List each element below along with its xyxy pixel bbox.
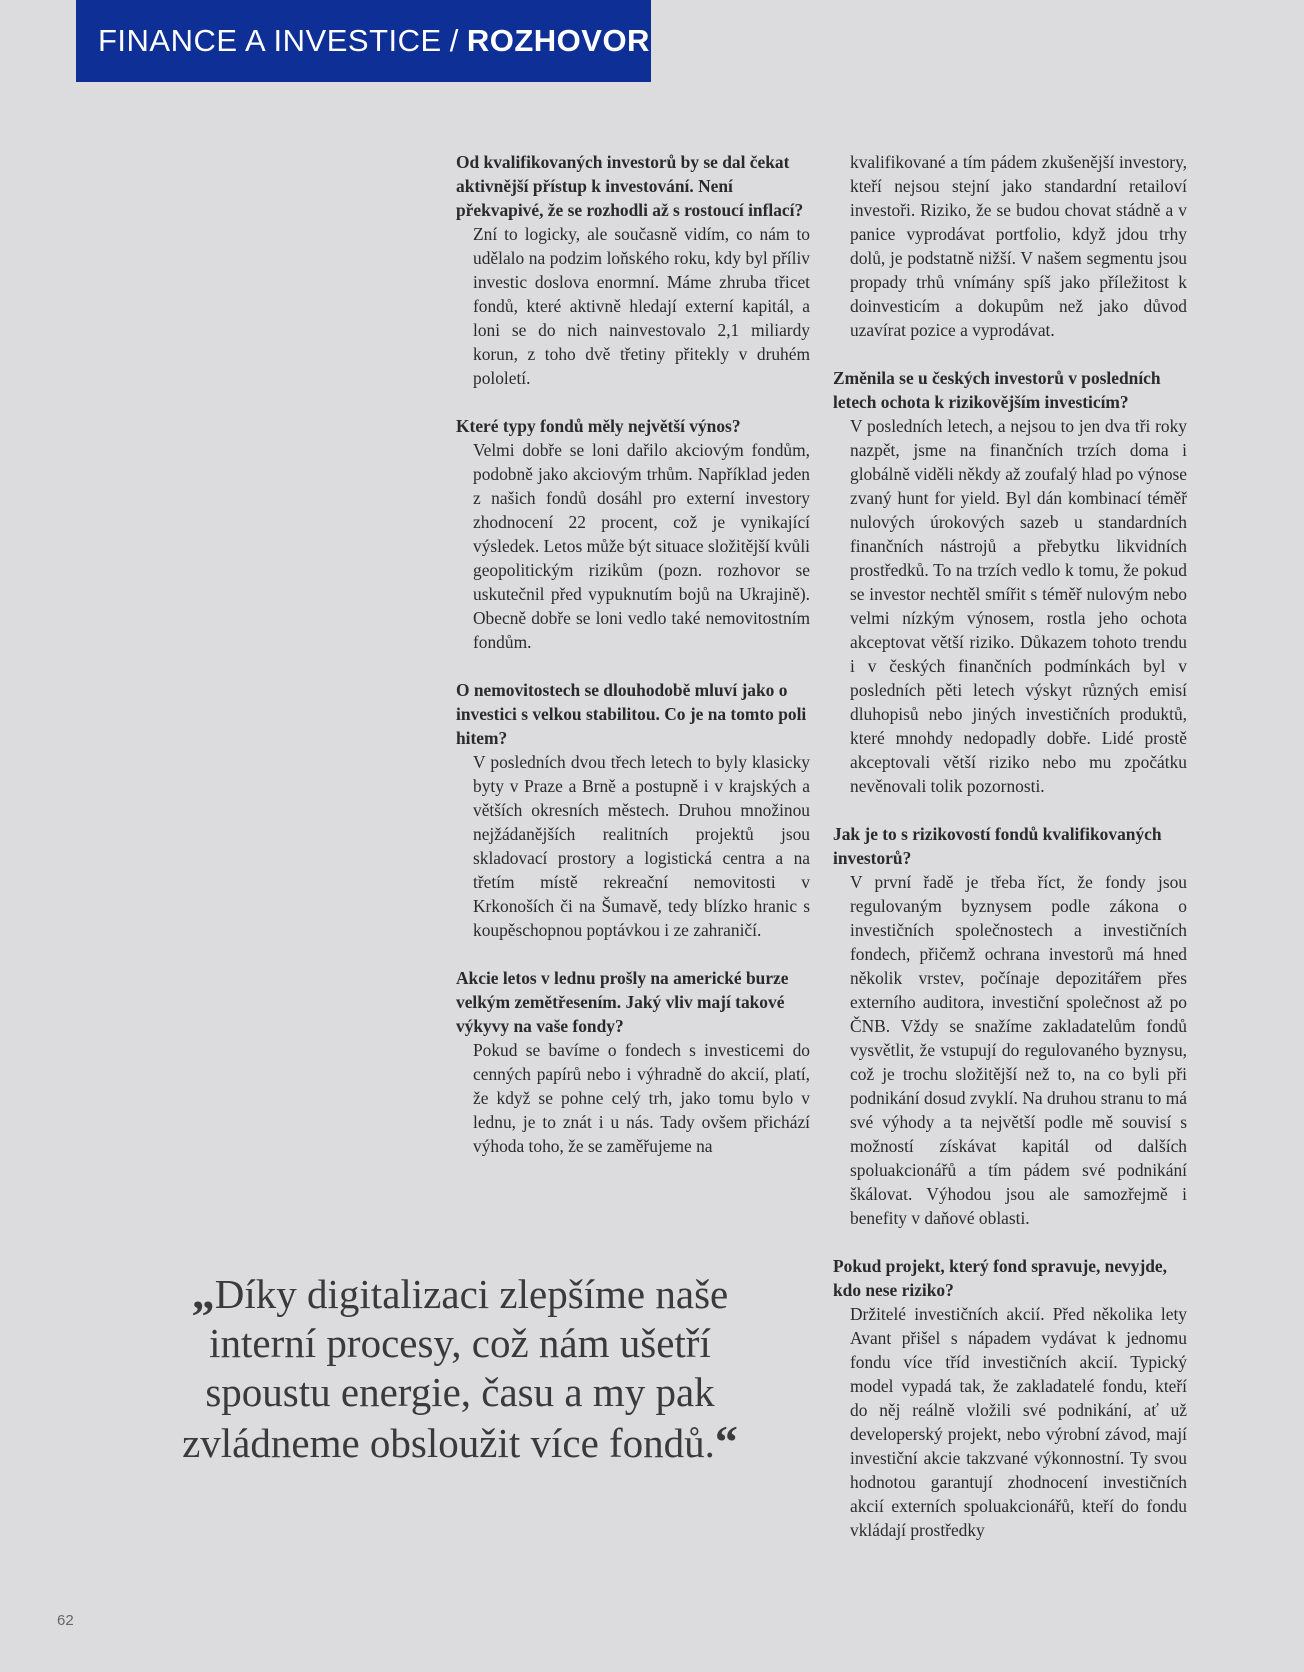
interview-question: Akcie letos v lednu prošly na americké burze velkým zemětřesením. Jaký vliv mají takové výkyvy na vaše fondy?: [456, 968, 789, 1036]
interview-answer: V posledních letech, a nejsou to jen dva tři roky nazpět, jsme na finančních trzích doma i globálně viděli někdy až zoufalý hlad po výnose zvaný hunt for yield. Byl dán kombinací téměř nulových úrokových sazeb u standardních finančních nástrojů a přebytku likvidních prostředků. To na trzích vedlo k tomu, že pokud se investor nechtěl smířit s téměř nulovým nebo velmi nízkým výnosem, rostla jeho ochota akceptovat větší riziko. Důkazem tohoto trendu i v českých finančních podmínkách byl v posledních pěti letech výskyt různých emisí dluhopisů nebo jiných investičních produktů, které mnohdy nedopadly dobře. Lidé prostě akceptovali větší riziko nebo mu zpočátku nevěnovali tolik pozornosti.: [850, 416, 1187, 796]
section-header: [76, 0, 651, 82]
interview-answer: V posledních dvou třech letech to byly klasicky byty v Praze a Brně a postupně i v krajských a větších okresních městech. Druhou množinou nejžádanějších realitních projektů jsou skladovací prostory a logistická centra a na třetím místě rekreační nemovitosti v Krkonoších či na Šumavě, tedy blízko hranic s koupěschopnou poptávkou i ze zahraničí.: [473, 752, 810, 940]
interview-question: Jak je to s rizikovostí fondů kvalifikovaných investorů?: [833, 824, 1162, 868]
interview-answer: Zní to logicky, ale současně vidím, co nám to udělalo na podzim loňského roku, kdy byl příliv investic doslova enormní. Máme zhruba třicet fondů, které aktivně hledají externí kapitál, a loni se do nich nainvestovalo 2,1 miliardy korun, z toho dvě třetiny přitekly v druhém pololetí.: [473, 224, 810, 388]
page-number: 62: [57, 1612, 74, 1629]
header-section: ROZHOVOR: [466, 23, 650, 58]
header-category: FINANCE A INVESTICE: [98, 23, 442, 58]
interview-question: Pokud projekt, který fond spravuje, nevyjde, kdo nese riziko?: [833, 1256, 1167, 1300]
interview-question: Od kvalifikovaných investorů by se dal čekat aktivnější přístup k investování. Není překvapivé, že se rozhodli až s rostoucí inflací?: [456, 152, 804, 220]
interview-question: Změnila se u českých investorů v posledních letech ochota k rizikovějším investicím?: [833, 368, 1161, 412]
quote-open-mark: „: [191, 1267, 215, 1318]
interview-answer: Pokud se bavíme o fondech s investicemi do cenných papírů nebo i výhradně do akcií, platí, že když se pohne celý trh, jako tomu bylo v lednu, je to znát i u nás. Tady ovšem přichází výhoda toho, že se zaměřujeme na: [473, 1040, 810, 1156]
interview-answer: V první řadě je třeba říct, že fondy jsou regulovaným byznysem podle zákona o investičních společnostech a investičních fondech, přičemž ochrana investorů má hned několik vrstev, počínaje depozitářem přes externího auditora, investiční společnost až po ČNB. Vždy se snažíme zakladatelům fondů vysvětlit, že vstupují do regulovaného byznysu, což je trochu složitější než to, na co byli při podnikání dosud zvyklí. Na druhou stranu to má své výhody a ta největší podle mě souvisí s možností získávat kapitál od dalších spoluakcionářů a tím pádem své podnikání škálovat. Výhodou jsou ale samozřejmě i benefity v daňové oblasti.: [850, 872, 1187, 1228]
article-column-right: [833, 150, 1187, 1566]
quote-close-mark: “: [714, 1416, 738, 1467]
answer-continuation: kvalifikované a tím pádem zkušenější investory, kteří nejsou stejní jako standardní retailoví investoři. Riziko, že se budou chovat stádně a v panice vyprodávat portfolio, když jdou trhy dolů, je podstatně nižší. V našem segmentu jsou propady trhů vnímány spíš jako příležitost k doinvesticím a dokupům než jako důvod uzavírat pozice a vyprodávat.: [850, 152, 1187, 340]
pull-quote-text: Díky digitalizaci zlepšíme naše interní procesy, což nám ušetří spoustu energie, času a my pak zvládneme obsloužit více fondů.: [182, 1271, 729, 1466]
header-separator: /: [449, 23, 459, 58]
pull-quote: [160, 1268, 760, 1468]
interview-question: O nemovitostech se dlouhodobě mluví jako o investici s velkou stabilitou. Co je na tomto poli hitem?: [456, 680, 807, 748]
article-column-middle: [456, 150, 810, 1182]
interview-answer: Velmi dobře se loni dařilo akciovým fondům, podobně jako akciovým trhům. Například jeden z našich fondů dosáhl pro externí investory zhodnocení 22 procent, což je vynikající výsledek. Letos může být situace složitější kvůli geopolitickým rizikům (pozn. rozhovor se uskutečnil před vypuknutím bojů na Ukrajině). Obecně dobře se loni vedlo také nemovitostním fondům.: [473, 440, 810, 652]
interview-question: Které typy fondů měly největší výnos?: [456, 416, 741, 436]
interview-answer: Držitelé investičních akcií. Před několika lety Avant přišel s nápadem vydávat k jednomu fondu více tříd investičních akcií. Typický model vypadá tak, že zakladatelé fondu, kteří do něj reálně vložili své podnikání, ať už developerský projekt, nebo výrobní závod, mají investiční akcie takzvané výkonnostní. Ty svou hodnotou garantují zhodnocení investičních akcií externích spoluakcionářů, kteří do fondu vkládají prostředky: [850, 1304, 1187, 1540]
